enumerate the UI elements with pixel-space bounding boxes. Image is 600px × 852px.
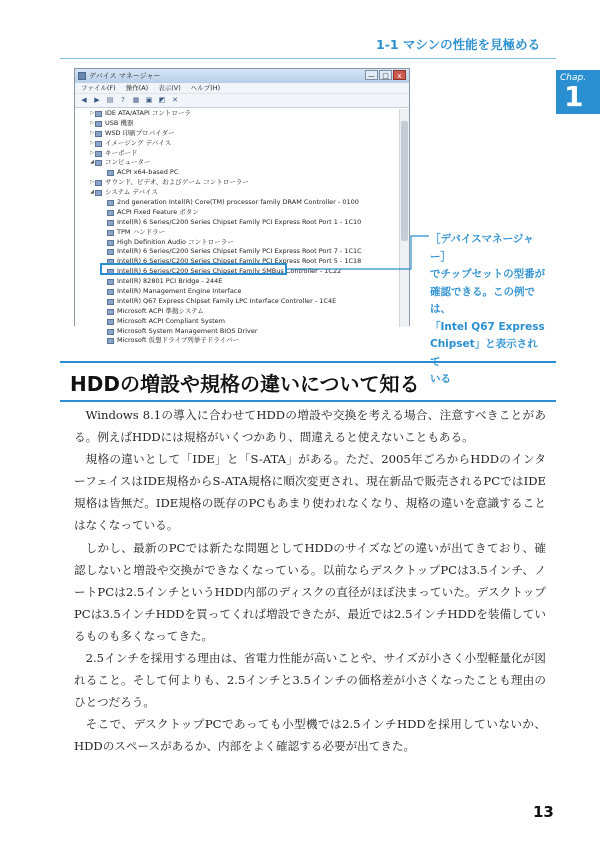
minimize-button[interactable]: — bbox=[365, 70, 378, 80]
tree-item-label: イメージング デバイス bbox=[105, 138, 172, 147]
device-manager-window bbox=[74, 68, 410, 345]
callout-line: Chipset」と表示されて bbox=[430, 338, 538, 368]
toolbar bbox=[75, 94, 409, 108]
body-text bbox=[74, 404, 546, 758]
tree-item[interactable] bbox=[75, 139, 401, 149]
tree-item[interactable] bbox=[75, 218, 401, 228]
tree-item-label: ACPI Fixed Feature ボタン bbox=[117, 207, 199, 216]
device-icon bbox=[107, 279, 114, 285]
tree-item-label: Intel(R) Management Engine Interface bbox=[117, 287, 242, 296]
window-title: デバイス マネージャー bbox=[89, 72, 161, 80]
properties-icon[interactable]: ▤ bbox=[106, 96, 114, 104]
uninstall-icon[interactable]: ✕ bbox=[172, 96, 178, 104]
tree-item-label: Intel(R) 82801 PCI Bridge - 244E bbox=[117, 277, 223, 286]
expand-icon[interactable]: ▷ bbox=[90, 110, 94, 116]
callout-line: でチップセットの型番が bbox=[430, 268, 546, 280]
tree-item[interactable] bbox=[75, 168, 401, 178]
body-paragraph: Windows 8.1の導入に合わせてHDDの増設や交換を考える場合、注意すべきことがある。例えばHDDには規格がいくつかあり、間違えると使えないこともある。 bbox=[74, 408, 546, 445]
highlight-box bbox=[100, 263, 287, 275]
device-icon bbox=[107, 200, 114, 206]
device-icon bbox=[95, 151, 102, 157]
tree-item-label: Intel(R) 6 Series/C200 Series Chipset Family PCI Express Root Port 5 - 1C18 bbox=[117, 257, 362, 266]
tree-item-label: USB 機器 bbox=[105, 118, 134, 127]
header-rule bbox=[60, 58, 556, 59]
device-tree bbox=[75, 109, 401, 345]
tree-item[interactable] bbox=[75, 158, 401, 168]
tree-item-label: サウンド、ビデオ、およびゲーム コントローラー bbox=[105, 178, 249, 187]
tree-item-label: Microsoft ACPI 準拠システム bbox=[117, 306, 204, 315]
tree-item[interactable] bbox=[75, 178, 401, 188]
tree-item-label: ACPI x64-based PC bbox=[117, 168, 179, 177]
tree-item[interactable] bbox=[75, 149, 401, 159]
tree-item[interactable] bbox=[75, 198, 401, 208]
callout-leader-line bbox=[287, 234, 429, 270]
device-icon bbox=[107, 289, 114, 295]
device-icon bbox=[107, 309, 114, 315]
heading-rule-top bbox=[60, 361, 556, 363]
chapter-label: Chap. bbox=[560, 73, 587, 83]
tree-item[interactable] bbox=[75, 317, 401, 327]
maximize-button[interactable]: □ bbox=[379, 70, 392, 80]
section-heading: HDDの増設や規格の違いについて知る bbox=[70, 372, 420, 396]
tree-item[interactable] bbox=[75, 297, 401, 307]
device-icon bbox=[107, 338, 114, 344]
tree-item-label: コンピューター bbox=[105, 158, 151, 167]
body-paragraph: 規格の違いとして「IDE」と「S-ATA」がある。ただ、2005年ごろからHDDのインターフェイスはIDE規格からS-ATA規格に順次変更され、現在新品で販売されるPCではIDE規格は皆無だ。IDE規格の既存のPCもあまり使われなくなり、規格の違いを意識することはなくなっている。 bbox=[74, 452, 546, 533]
body-paragraph: そこで、デスクトップPCであっても小型機では2.5インチHDDを採用していないか、HDDのスペースがあるか、内部をよく確認する必要が出てきた。 bbox=[74, 717, 546, 754]
tree-item[interactable] bbox=[75, 277, 401, 287]
body-paragraph: 2.5インチを採用する理由は、省電力性能が高いことや、サイズが小さく小型軽量化が図れること。そして何よりも、2.5インチと3.5インチの価格差が小さくなったことも理由のひとつだろう。 bbox=[74, 651, 546, 710]
tree-item[interactable] bbox=[75, 188, 401, 198]
callout-text bbox=[430, 231, 546, 389]
menu-view[interactable]: 表示(V) bbox=[158, 84, 181, 92]
callout-line: ［デバイスマネージャー］ bbox=[430, 233, 534, 263]
window-controls bbox=[365, 70, 406, 80]
menu-bar bbox=[75, 83, 409, 94]
device-icon bbox=[95, 121, 102, 127]
expand-icon[interactable]: ▷ bbox=[90, 129, 94, 136]
tree-item-label: Microsoft 仮想ドライブ列挙子ドライバー bbox=[117, 336, 239, 345]
device-icon bbox=[95, 160, 102, 166]
tree-item-label: システム デバイス bbox=[105, 188, 158, 197]
tree-item-label: TPM ハンドラー bbox=[117, 227, 166, 236]
chapter-tab bbox=[556, 70, 600, 114]
expand-icon[interactable]: ▷ bbox=[90, 149, 94, 156]
page-number: 13 bbox=[533, 803, 554, 821]
device-icon bbox=[107, 329, 114, 335]
forward-icon[interactable]: ▶ bbox=[94, 96, 100, 104]
tree-item[interactable] bbox=[75, 109, 401, 119]
callout-line: 確認できる。この例では、 bbox=[430, 285, 535, 315]
device-icon bbox=[107, 220, 114, 226]
tree-item-label: Intel(R) 6 Series/C200 Series Chipset Family SMBus Controller - 1C22 bbox=[117, 267, 342, 276]
tree-item-label: IDE ATA/ATAPI コントローラ bbox=[105, 109, 191, 117]
tree-item-label: Microsoft System Management BIOS Driver bbox=[117, 326, 258, 335]
tree-item-label: キーボード bbox=[105, 148, 138, 157]
help-icon[interactable]: ? bbox=[121, 96, 125, 104]
tree-item-label: Microsoft ACPI Compliant System bbox=[117, 316, 225, 325]
tree-item-label: WSD 印刷プロバイダー bbox=[105, 128, 175, 137]
menu-file[interactable]: ファイル(F) bbox=[81, 84, 116, 92]
tree-scrollbar[interactable] bbox=[399, 109, 409, 327]
back-icon[interactable]: ◀ bbox=[81, 96, 87, 104]
device-icon bbox=[107, 210, 114, 216]
body-paragraph: しかし、最新のPCでは新たな問題としてHDDのサイズなどの違いが出てきており、確認しないと増設や交換ができなくなっている。以前ならデスクトップPCは3.5インチ、ノートPCは2.5インチというHDD内部のディスクの直径がほぼ決まっていた。デスクトップPCは3.5インチHDDを買ってくれば増設できたが、最近では2.5インチHDDを装備しているものも多くなってきた。 bbox=[74, 540, 546, 643]
update-icon[interactable]: ▣ bbox=[145, 96, 153, 104]
tree-item-label: 2nd generation Intel(R) Core(TM) processor family DRAM Controller - 0100 bbox=[117, 198, 359, 207]
tree-item[interactable] bbox=[75, 336, 401, 346]
device-icon bbox=[95, 180, 102, 186]
running-head: 1-1 マシンの性能を見極める bbox=[376, 37, 541, 52]
menu-action[interactable]: 操作(A) bbox=[125, 84, 149, 92]
tree-item[interactable] bbox=[75, 119, 401, 129]
menu-help[interactable]: ヘルプ(H) bbox=[190, 84, 221, 92]
tree-item[interactable] bbox=[75, 129, 401, 139]
device-icon bbox=[107, 299, 114, 305]
tree-item[interactable] bbox=[75, 307, 401, 317]
device-icon bbox=[107, 230, 114, 236]
device-icon bbox=[95, 111, 102, 117]
device-icon bbox=[107, 240, 114, 246]
device-icon bbox=[107, 249, 114, 255]
device-icon bbox=[95, 141, 102, 147]
disable-icon[interactable]: ◩ bbox=[158, 96, 166, 104]
callout-line: いる bbox=[430, 373, 451, 385]
callout-line: 「Intel Q67 Express bbox=[430, 320, 545, 333]
device-icon bbox=[95, 190, 102, 196]
collapse-icon[interactable]: ◢ bbox=[90, 159, 94, 166]
close-button[interactable]: x bbox=[393, 70, 406, 80]
expand-icon[interactable]: ▷ bbox=[90, 139, 94, 146]
window-titlebar[interactable] bbox=[75, 69, 409, 83]
scrollbar-thumb[interactable] bbox=[401, 121, 408, 241]
scan-icon[interactable]: ▦ bbox=[132, 96, 140, 104]
tree-item[interactable] bbox=[75, 287, 401, 297]
heading-rule-bottom bbox=[60, 400, 556, 402]
tree-item-label: Intel(R) 6 Series/C200 Series Chipset Family PCI Express Root Port 1 - 1C10 bbox=[117, 217, 362, 226]
expand-icon[interactable]: ▷ bbox=[90, 119, 94, 126]
device-icon bbox=[107, 319, 114, 325]
collapse-icon[interactable]: ◢ bbox=[90, 189, 94, 196]
device-icon bbox=[95, 131, 102, 137]
device-manager-icon bbox=[78, 72, 86, 80]
tree-item[interactable] bbox=[75, 327, 401, 337]
chapter-number: 1 bbox=[564, 80, 584, 113]
tree-item[interactable] bbox=[75, 208, 401, 218]
tree-item-label: High Definition Audio コントローラー bbox=[117, 237, 234, 246]
tree-item-label: Intel(R) Q67 Express Chipset Family LPC Interface Controller - 1C4E bbox=[117, 296, 337, 305]
tree-item-label: Intel(R) 6 Series/C200 Series Chipset Family PCI Express Root Port 7 - 1C1C bbox=[117, 247, 362, 256]
device-icon bbox=[107, 170, 114, 176]
expand-icon[interactable]: ▷ bbox=[90, 179, 94, 186]
